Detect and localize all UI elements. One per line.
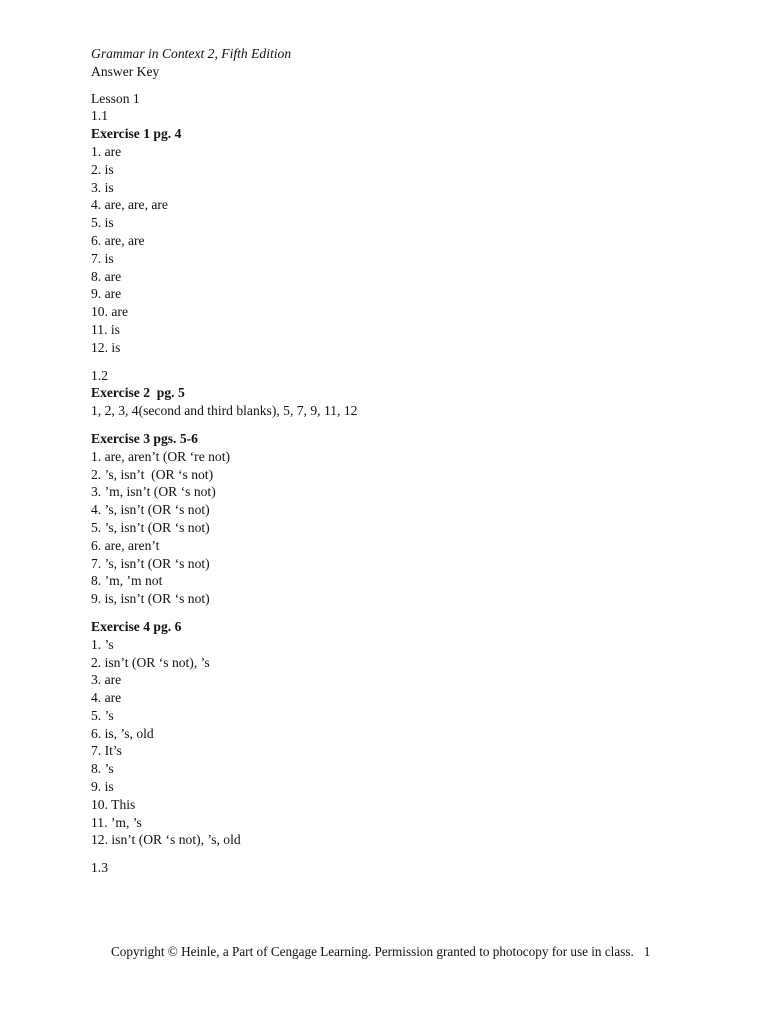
section-number: 1.3 [91,860,108,876]
page-footer [111,943,650,961]
answer-line: 11. is [91,321,120,337]
spacer [91,608,711,618]
answer-line: 3. ’m, isn’t (OR ‘s not) [91,484,216,500]
answer-line: 4. are [91,690,122,706]
exercise-heading: Exercise 3 pgs. 5-6 [91,430,198,446]
answer-line: 3. are [91,672,122,688]
answer-line: 1. are, aren’t (OR ‘re not) [91,448,231,464]
answer-line: 7. is [91,250,114,266]
lesson-title: Lesson 1 [91,90,140,106]
answer-line: 2. ’s, isn’t (OR ‘s not) [91,466,214,482]
answer-line: 6. is, ’s, old [91,725,154,741]
answer-line: 9. is, isn’t (OR ‘s not) [91,591,210,607]
answer-line: 12. is [91,339,121,355]
section-number: 1.1 [91,108,108,124]
document-subtitle: Answer Key [91,63,160,79]
answer-line: 1. are [91,143,122,159]
answer-line: 7. ’s, isn’t (OR ‘s not) [91,555,210,571]
answer-line: 4. ’s, isn’t (OR ‘s not) [91,502,210,518]
answer-line: 2. isn’t (OR ‘s not), ’s [91,654,210,670]
answer-line: 1, 2, 3, 4(second and third blanks), 5, 7, 9, 11, 12 [91,403,358,419]
spacer [91,357,711,367]
answer-line: 1. ’s [91,636,114,652]
answer-line: 12. isn’t (OR ‘s not), ’s, old [91,832,241,848]
copyright-notice: Copyright © Heinle, a Part of Cengage Learning. Permission granted to photocopy for use in class. [111,944,634,959]
answer-line: 4. are, are, are [91,197,168,213]
answer-line: 8. are [91,268,122,284]
answer-line: 9. is [91,779,114,795]
answer-line: 11. ’m, ’s [91,814,142,830]
answer-line: 5. ’s, isn’t (OR ‘s not) [91,519,210,535]
answer-line: 2. is [91,161,114,177]
answer-line: 5. is [91,215,114,231]
book-title: Grammar in Context 2, Fifth Edition [91,46,292,61]
answer-line: 8. ’s [91,761,114,777]
section-number: 1.2 [91,367,108,383]
answer-line: 7. It’s [91,743,122,759]
answer-line: 3. is [91,179,114,195]
exercise-heading: Exercise 4 pg. 6 [91,618,182,634]
spacer [91,849,711,859]
spacer [91,420,711,430]
answer-line: 9. are [91,286,122,302]
answer-line: 6. are, aren’t [91,537,160,553]
answer-line: 10. are [91,304,128,320]
answer-line: 6. are, are [91,232,145,248]
answer-line: 5. ’s [91,707,114,723]
exercise-heading: Exercise 2 pg. 5 [91,385,185,401]
answer-line: 10. This [91,796,136,812]
answer-line: 8. ’m, ’m not [91,573,163,589]
page-number: 1 [643,944,651,959]
spacer [91,81,711,90]
exercise-heading: Exercise 1 pg. 4 [91,126,182,142]
answer-key-page [91,45,711,877]
